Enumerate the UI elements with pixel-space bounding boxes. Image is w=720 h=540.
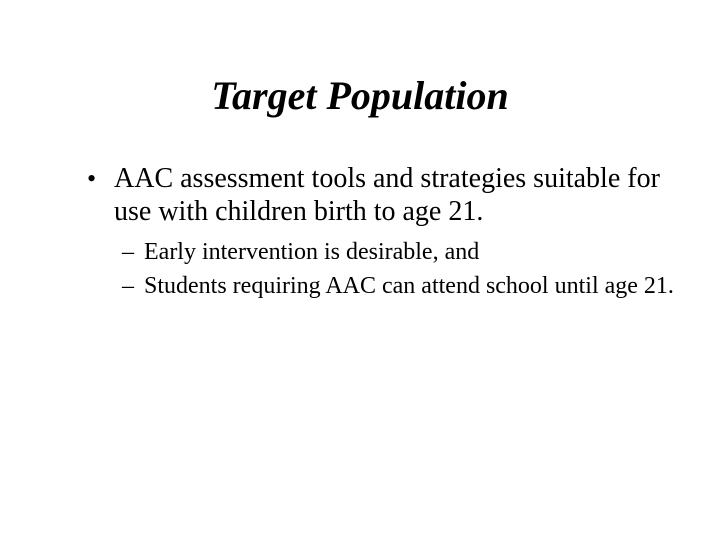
bullet-item — [87, 162, 690, 301]
sub-bullet-text: Students requiring AAC can attend school until age 21. — [144, 273, 674, 299]
sub-bullet-marker: – — [122, 273, 134, 299]
sub-bullet-item — [114, 238, 690, 267]
sub-bullet-marker: – — [122, 239, 134, 265]
bullet-list — [87, 162, 690, 306]
sub-bullet-item — [114, 272, 690, 301]
bullet-marker: • — [87, 164, 97, 193]
sub-bullet-list — [114, 238, 690, 301]
slide-title: Target Population — [211, 73, 509, 118]
bullet-text: AAC assessment tools and strategies suitable for use with children birth to age 21. — [114, 163, 660, 227]
sub-bullet-text: Early intervention is desirable, and — [144, 239, 480, 265]
